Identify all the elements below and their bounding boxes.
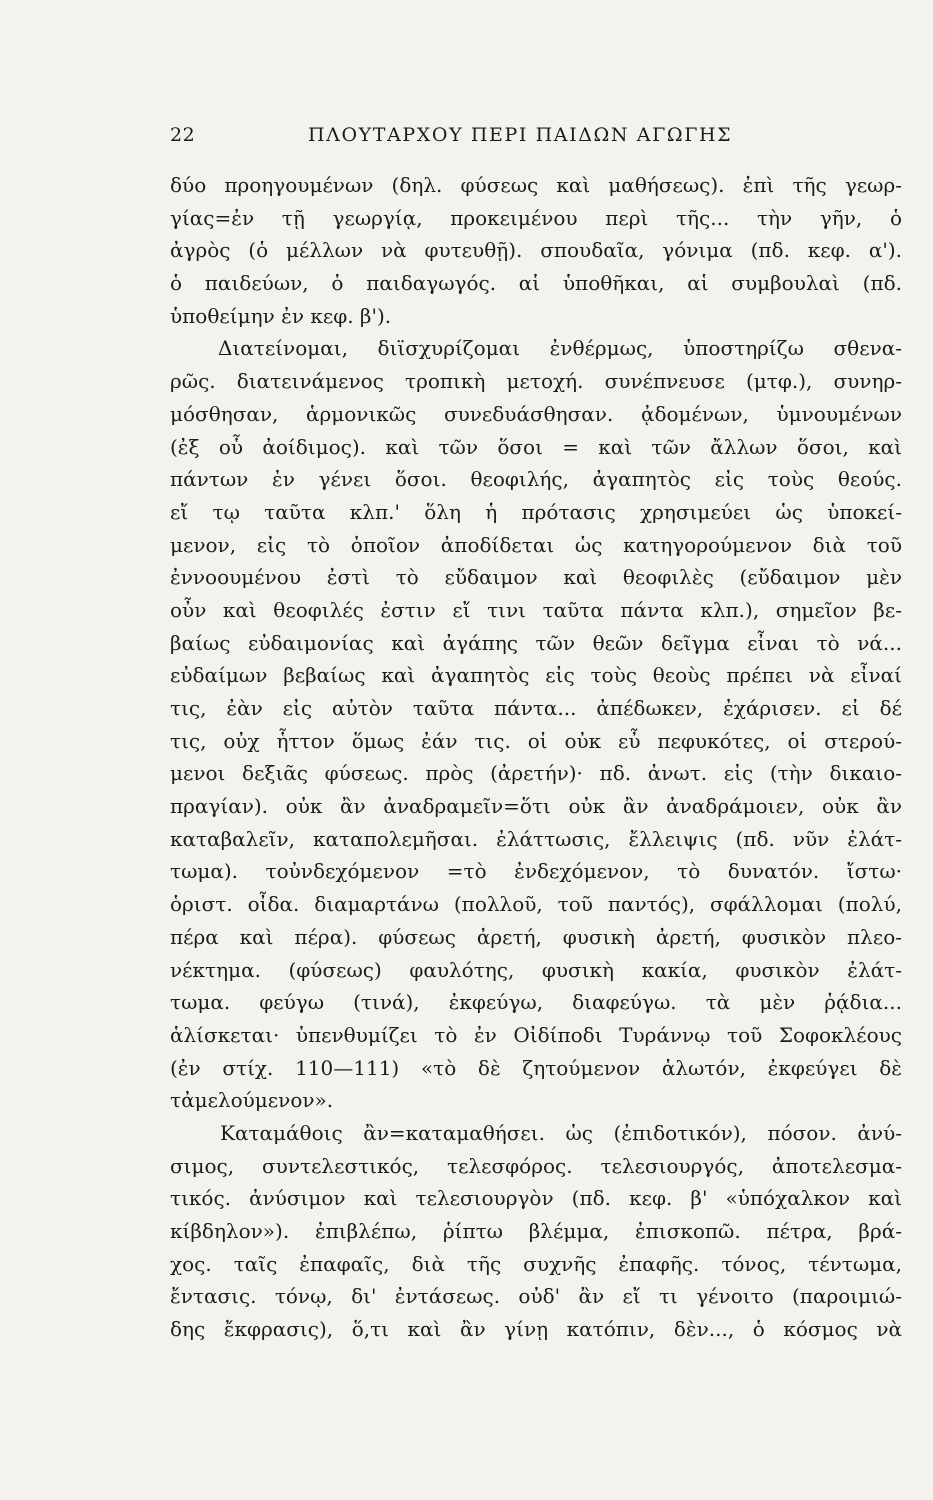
text-line: τις, ἐὰν εἰς αὐτὸν ταῦτα πάντα... ἀπέδωκεν, ἐχάρισεν. εἰ δέ: [170, 696, 902, 720]
text-line: Διατείνομαι, διϊσχυρίζομαι ἐνθέρμως, ὑποστηρίζω σθενα-: [218, 336, 902, 361]
text-line: τωμα. φεύγω (τινά), ἐκφεύγω, διαφεύγω. τὰ μὲν ῥᾴδια...: [170, 990, 902, 1015]
text-line: ὁριστ. οἶδα. διαμαρτάνω (πολλοῦ, τοῦ παντός), σφάλλομαι (πολύ,: [170, 892, 902, 917]
text-line: δης ἔκφρασις), ὅ,τι καὶ ἂν γίνῃ κατόπιν, δὲν..., ὁ κόσμος νὰ: [170, 1317, 902, 1342]
text-line: καταβαλεῖν, καταπολεμῆσαι. ἐλάττωσις, ἔλλειψις (πδ. νῦν ἐλάτ-: [170, 826, 902, 851]
text-line: τις, οὐχ ἧττον ὅμως ἐάν τις. οἱ οὐκ εὖ πεφυκότες, οἱ στερού-: [170, 728, 902, 753]
commentary-text: [170, 169, 902, 1346]
running-head: [170, 124, 900, 150]
text-line: ἁλίσκεται· ὑπενθυμίζει τὸ ἐν Οἰδίποδι Τυράννῳ τοῦ Σοφοκλέους: [170, 1022, 902, 1047]
text-line: εὐδαίμων βεβαίως καὶ ἀγαπητὸς εἰς τοὺς θεοὺς πρέπει νὰ εἶναί: [170, 663, 902, 688]
text-line: μενοι δεξιᾶς φύσεως. πρὸς (ἀρετήν)· πδ. ἀνωτ. εἰς (τὴν δικαιο-: [170, 761, 902, 786]
text-line: μόσθησαν, ἁρμονικῶς συνεδυάσθησαν. ᾀδομένων, ὑμνουμένων: [170, 401, 902, 426]
text-line: σιμος, συντελεστικός, τελεσφόρος. τελεσιουργός, ἀποτελεσμα-: [170, 1153, 902, 1178]
header-title: ΠΛΟΥΤΑΡΧΟΥ ΠΕΡΙ ΠΑΙΔΩΝ ΑΓΩΓΗΣ: [308, 124, 733, 146]
text-line: οὖν καὶ θεοφιλές ἐστιν εἴ τινι ταῦτα πάντα κλπ.), σημεῖον βε-: [170, 597, 902, 622]
text-line: βαίως εὐδαιμονίας καὶ ἀγάπης τῶν θεῶν δεῖγμα εἶναι τὸ νά...: [170, 630, 902, 655]
text-line: νέκτημα. (φύσεως) φαυλότης, φυσικὴ κακία, φυσικὸν ἐλάτ-: [170, 957, 902, 982]
text-line: πραγίαν). οὐκ ἂν ἀναδραμεῖν=ὅτι οὐκ ἂν ἀναδράμοιεν, οὐκ ἂν: [170, 794, 902, 819]
text-line: μενον, εἰς τὸ ὁποῖον ἀποδίδεται ὡς κατηγορούμενον διὰ τοῦ: [170, 532, 902, 557]
text-line: τικός. ἀνύσιμον καὶ τελεσιουργὸν (πδ. κεφ. β' «ὑπόχαλκον καὶ: [170, 1186, 902, 1211]
text-line: τἀμελούμενον».: [170, 1088, 334, 1113]
text-line: (ἐν στίχ. 110—111) «τὸ δὲ ζητούμενον ἁλωτόν, ἐκφεύγει δὲ: [170, 1055, 902, 1080]
text-line: Καταμάθοις ἂν=καταμαθήσει. ὡς (ἐπιδοτικόν), πόσον. ἀνύ-: [220, 1120, 902, 1145]
text-line: δύο προηγουμένων (δηλ. φύσεως καὶ μαθήσεως). ἐπὶ τῆς γεωρ-: [170, 173, 902, 197]
text-line: ρῶς. διατεινάμενος τροπικὴ μετοχή. συνέπνευσε (μτφ.), συνηρ-: [170, 369, 902, 394]
text-line: ἐννοουμένου ἐστὶ τὸ εὔδαιμον καὶ θεοφιλὲς (εὔδαιμον μὲν: [170, 565, 902, 590]
text-line: πέρα καὶ πέρα). φύσεως ἀρετή, φυσικὴ ἀρετή, φυσικὸν πλεο-: [170, 924, 902, 949]
text-line: ἔντασις. τόνῳ, δι' ἐντάσεως. οὐδ' ἂν εἴ τι γένοιτο (παροιμιώ-: [170, 1284, 902, 1309]
page-number: 22: [170, 124, 196, 146]
text-line: κίβδηλον»). ἐπιβλέπω, ῥίπτω βλέμμα, ἐπισκοπῶ. πέτρα, βρά-: [170, 1219, 902, 1243]
text-line: ὑποθείμην ἐν κεφ. β').: [170, 303, 392, 328]
text-line: (ἐξ οὗ ἀοίδιμος). καὶ τῶν ὅσοι = καὶ τῶν ἄλλων ὅσοι, καὶ: [170, 434, 902, 459]
text-line: ἀγρὸς (ὁ μέλλων νὰ φυτευθῇ). σπουδαῖα, γόνιμα (πδ. κεφ. α').: [170, 238, 902, 263]
text-line: χος. ταῖς ἐπαφαῖς, διὰ τῆς συχνῆς ἐπαφῆς. τόνος, τέντωμα,: [170, 1251, 902, 1276]
text-line: ὁ παιδεύων, ὁ παιδαγωγός. αἱ ὑποθῆκαι, αἱ συμβουλαὶ (πδ.: [170, 271, 902, 296]
text-line: εἴ τῳ ταῦτα κλπ.' ὅλη ἡ πρότασις χρησιμεύει ὡς ὑποκεί-: [170, 499, 902, 524]
text-line: πάντων ἐν γένει ὅσοι. θεοφιλής, ἀγαπητὸς εἰς τοὺς θεούς.: [170, 467, 902, 492]
text-line: τωμα). τοὐνδεχόμενον =τὸ ἐνδεχόμενον, τὸ δυνατόν. ἴστω·: [170, 859, 902, 884]
text-line: γίας=ἐν τῇ γεωργίᾳ, προκειμένου περὶ τῆς... τὴν γῆν, ὁ: [170, 205, 902, 230]
